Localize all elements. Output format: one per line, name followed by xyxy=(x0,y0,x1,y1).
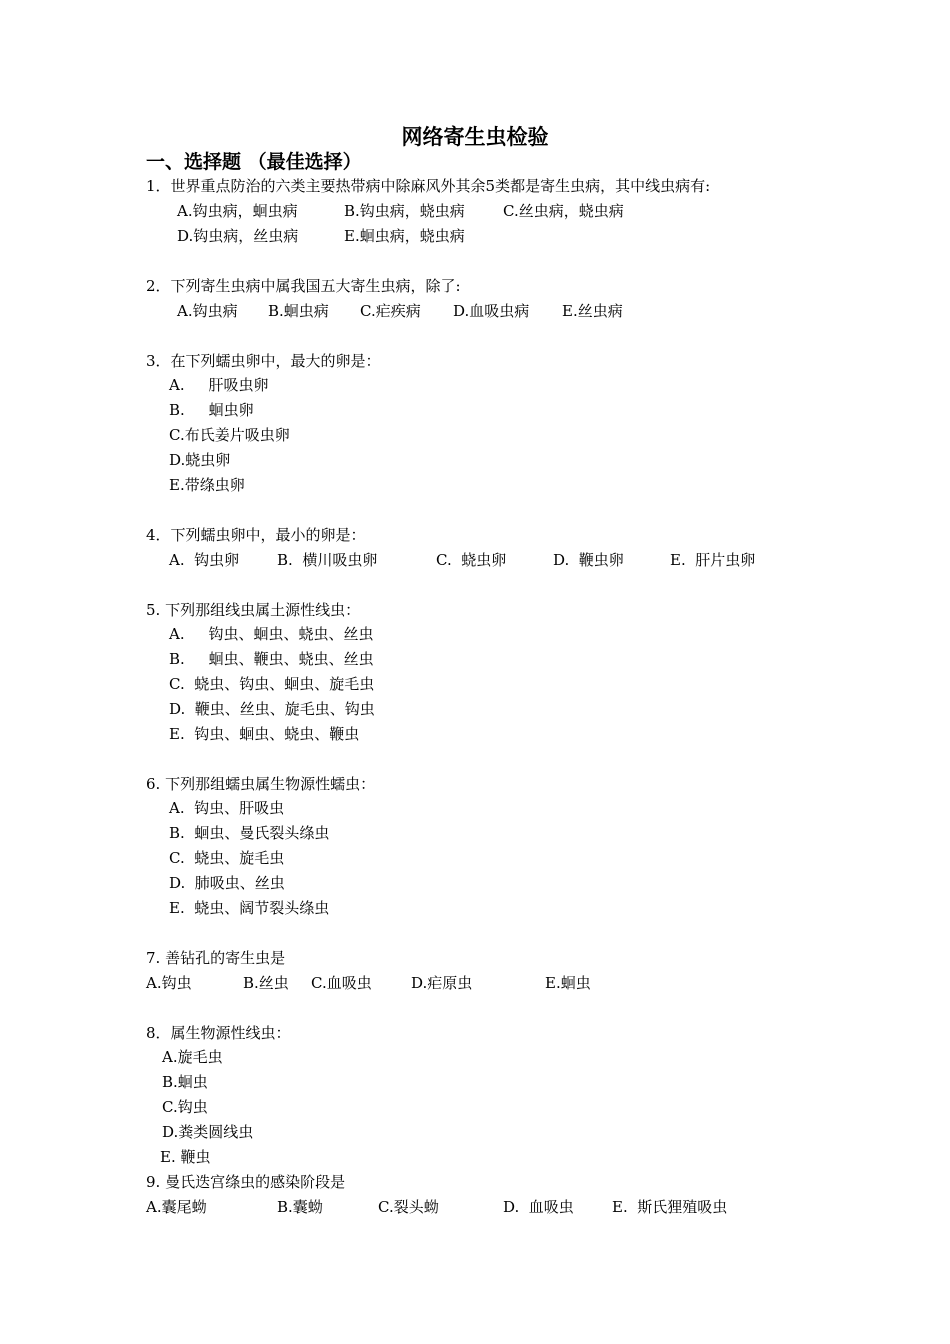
question-4-option-b: B. 横川吸虫卵 xyxy=(277,551,378,569)
question-5-option-e: E. 钩虫、蛔虫、蛲虫、鞭虫 xyxy=(169,725,360,743)
question-9-option-b: B.囊蚴 xyxy=(277,1198,323,1216)
question-5-option-c: C. 蛲虫、钩虫、蛔虫、旋毛虫 xyxy=(169,675,375,693)
question-5-option-a: A. 钩虫、蛔虫、蛲虫、丝虫 xyxy=(169,625,374,643)
question-7-option-b: B.丝虫 xyxy=(243,974,289,992)
question-8-option-a: A.旋毛虫 xyxy=(162,1048,223,1066)
question-1-option-a: A.钩虫病，蛔虫病 xyxy=(177,202,298,220)
question-9-option-c: C.裂头蚴 xyxy=(378,1198,439,1216)
question-2-option-d: D.血吸虫病 xyxy=(453,302,530,320)
question-6-option-e: E. 蛲虫、阔节裂头绦虫 xyxy=(169,899,330,917)
question-4-option-c: C. 蛲虫卵 xyxy=(436,551,507,569)
question-8-option-b: B.蛔虫 xyxy=(162,1073,208,1091)
question-3-option-c: C.布氏姜片吸虫卵 xyxy=(169,426,290,444)
question-3-option-e: E.带绦虫卵 xyxy=(169,476,245,494)
question-9-option-a: A.囊尾蚴 xyxy=(146,1198,207,1216)
question-5-stem: 5. 下列那组线虫属土源性线虫： xyxy=(146,601,361,619)
question-7-option-d: D.疟原虫 xyxy=(411,974,473,992)
question-8-option-d: D.粪类圆线虫 xyxy=(162,1123,254,1141)
document-title: 网络寄生虫检验 xyxy=(401,125,549,149)
question-6-option-d: D. 肺吸虫、丝虫 xyxy=(169,874,285,892)
question-6-option-a: A. 钩虫、肝吸虫 xyxy=(169,799,285,817)
question-5-option-b: B. 蛔虫、鞭虫、蛲虫、丝虫 xyxy=(169,650,374,668)
question-1-stem: 1．世界重点防治的六类主要热带病中除麻风外其余5类都是寄生虫病，其中线虫病有: xyxy=(146,177,711,195)
question-3-option-a: A. 肝吸虫卵 xyxy=(169,376,269,394)
question-7-option-c: C.血吸虫 xyxy=(311,974,372,992)
question-6-option-b: B. 蛔虫、曼氏裂头绦虫 xyxy=(169,824,330,842)
question-3-option-d: D.蛲虫卵 xyxy=(169,451,231,469)
question-3-stem: 3．在下列蠕虫卵中，最大的卵是： xyxy=(146,352,381,370)
question-2-option-e: E.丝虫病 xyxy=(562,302,623,320)
question-6-stem: 6. 下列那组蠕虫属生物源性蠕虫： xyxy=(146,775,376,793)
question-9-option-e: E. 斯氏狸殖吸虫 xyxy=(612,1198,728,1216)
question-7-stem: 7. 善钻孔的寄生虫是 xyxy=(146,949,286,967)
question-1-option-e: E.蛔虫病，蛲虫病 xyxy=(344,227,465,245)
question-8-option-c: C.钩虫 xyxy=(162,1098,208,1116)
question-4-option-e: E. 肝片虫卵 xyxy=(670,551,756,569)
question-1-option-d: D.钩虫病，丝虫病 xyxy=(177,227,299,245)
question-9-option-d: D. 血吸虫 xyxy=(503,1198,574,1216)
question-8-stem: 8．属生物源性线虫： xyxy=(146,1024,291,1042)
section-heading: 一、选择题 （最佳选择） xyxy=(146,151,362,173)
question-8-option-e: E. 鞭虫 xyxy=(160,1148,211,1166)
question-9-stem: 9. 曼氏迭宫绦虫的感染阶段是 xyxy=(146,1173,346,1191)
question-2-option-b: B.蛔虫病 xyxy=(268,302,329,320)
question-7-option-e: E.蛔虫 xyxy=(545,974,591,992)
question-6-option-c: C. 蛲虫、旋毛虫 xyxy=(169,849,285,867)
question-2-stem: 2．下列寄生虫病中属我国五大寄生虫病，除了: xyxy=(146,277,461,295)
question-2-option-a: A.钩虫病 xyxy=(177,302,238,320)
question-1-option-b: B.钩虫病，蛲虫病 xyxy=(344,202,465,220)
question-4-stem: 4．下列蠕虫卵中，最小的卵是： xyxy=(146,526,366,544)
question-4-option-a: A. 钩虫卵 xyxy=(169,551,240,569)
question-7-option-a: A.钩虫 xyxy=(146,974,192,992)
question-5-option-d: D. 鞭虫、丝虫、旋毛虫、钩虫 xyxy=(169,700,375,718)
question-3-option-b: B. 蛔虫卵 xyxy=(169,401,254,419)
question-4-option-d: D. 鞭虫卵 xyxy=(553,551,624,569)
question-1-option-c: C.丝虫病，蛲虫病 xyxy=(503,202,624,220)
question-2-option-c: C.疟疾病 xyxy=(360,302,421,320)
